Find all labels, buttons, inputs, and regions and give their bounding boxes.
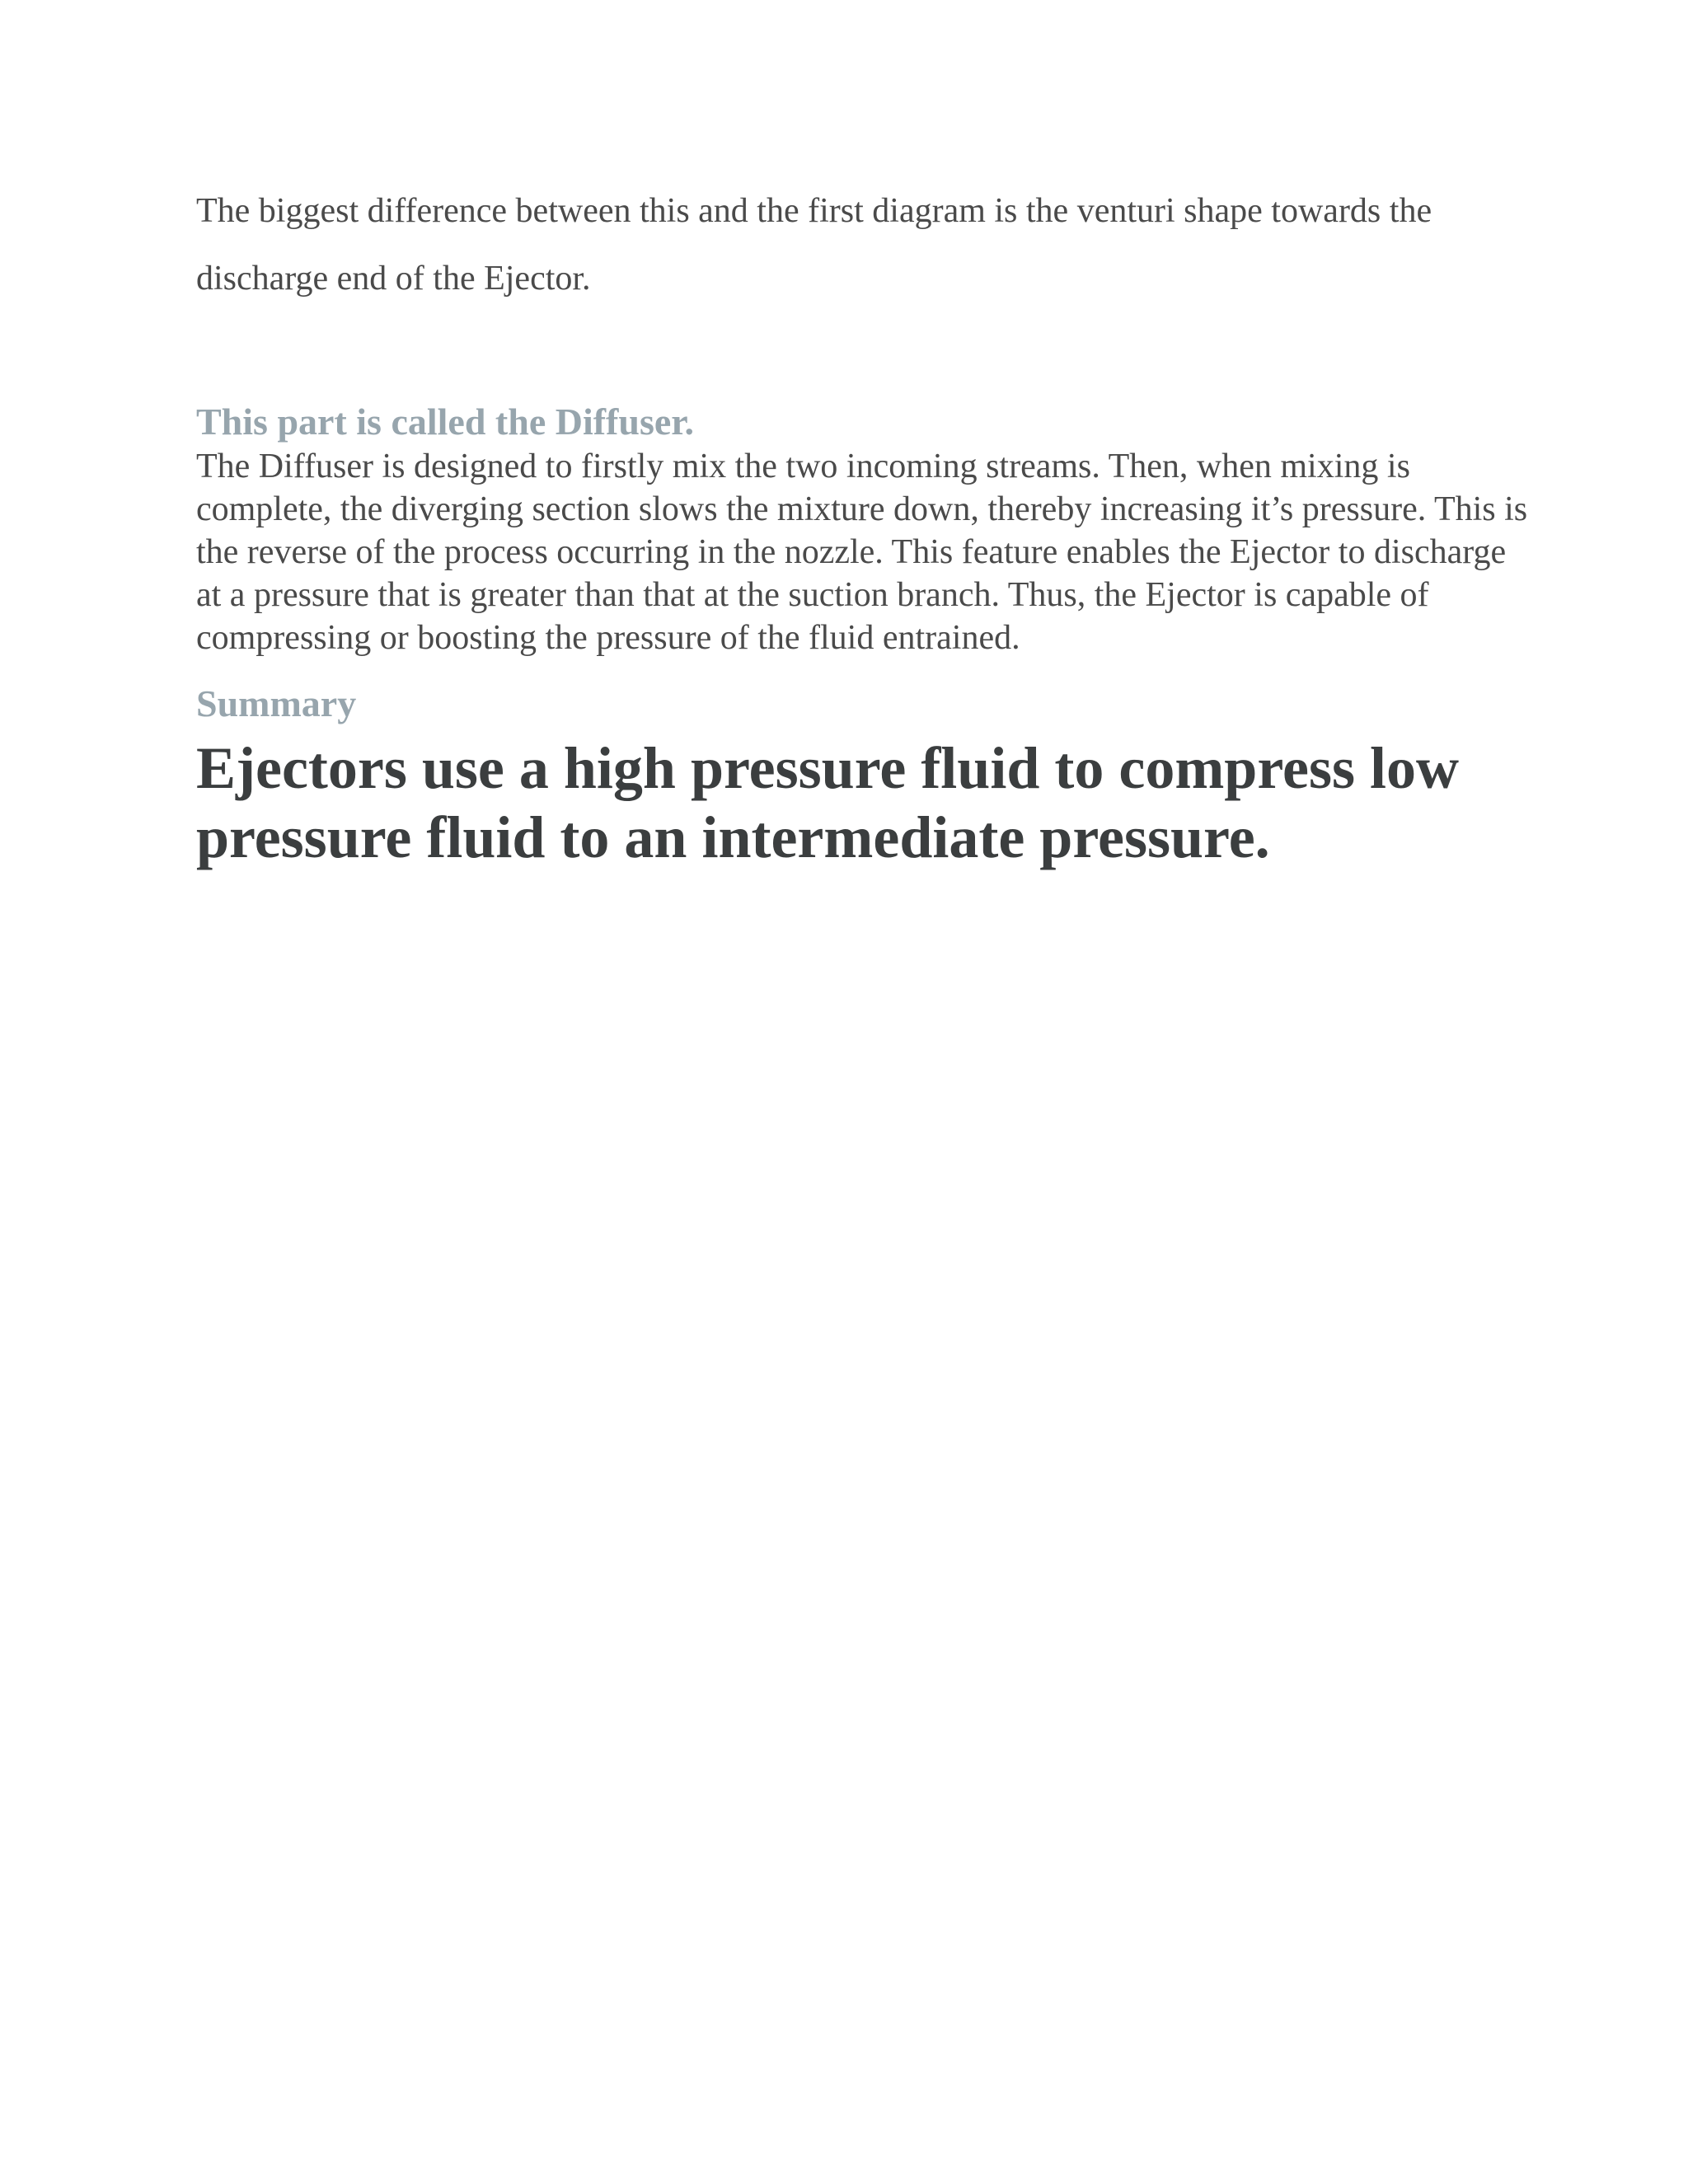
summary-statement: Ejectors use a high pressure fluid to compress low pressure fluid to an intermediate pressure. — [196, 735, 1460, 870]
intro-paragraph: The biggest difference between this and the first diagram is the venturi shape towards the discharge end of the Ejector. — [196, 192, 1432, 298]
document-content — [196, 177, 1531, 872]
diffuser-heading: This part is called the Diffuser. — [196, 401, 694, 443]
summary-heading: Summary — [196, 682, 357, 724]
diffuser-paragraph: The Diffuser is designed to firstly mix the two incoming streams. Then, when mixing is complete, the diverging section slows the mixture down, thereby increasing it’s pressure. This is the reverse of the process occurring in the nozzle. This feature enables the Ejector to discharge at a pressure that is greater than that at the suction branch. Thus, the Ejector is capable of compressing or boosting the pressure of the fluid entrained. — [196, 448, 1528, 657]
